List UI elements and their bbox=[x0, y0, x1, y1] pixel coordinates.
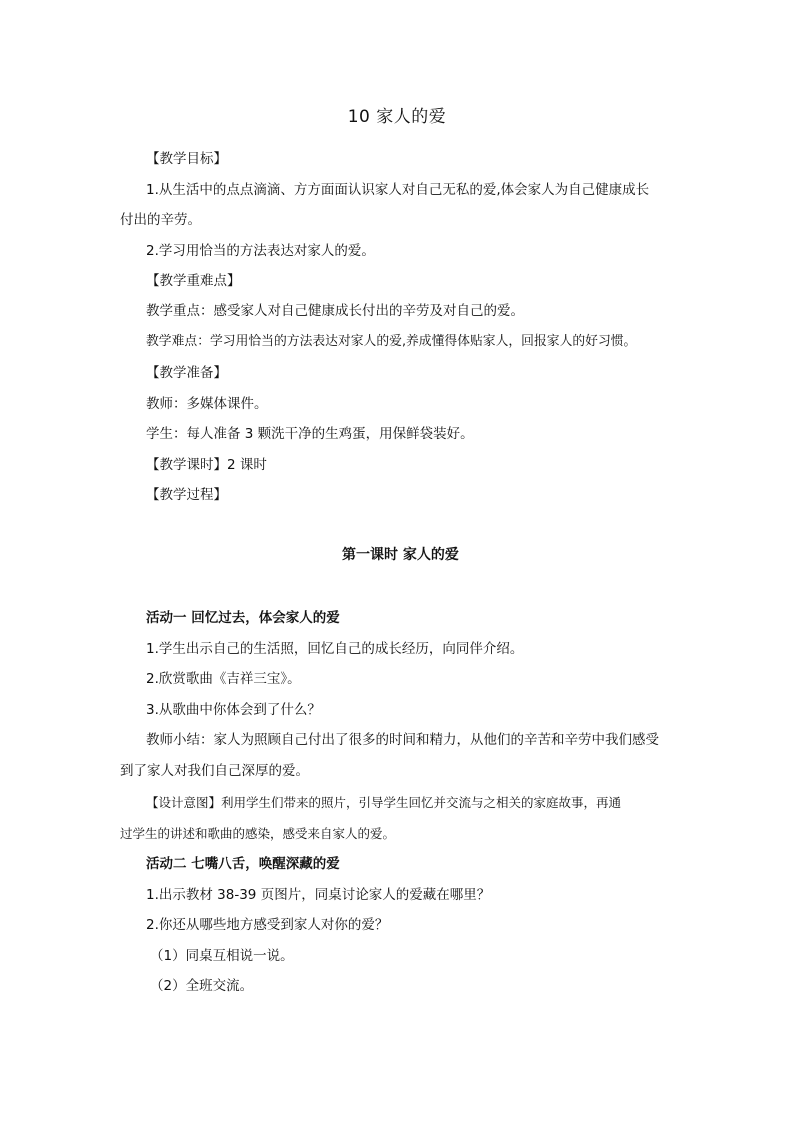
activity-2-item-2: 2.你还从哪些地方感受到家人对你的爱？ bbox=[146, 917, 389, 933]
teacher-summary-line-1: 教师小结：家人为照顾自己付出了很多的时间和精力，从他们的辛苦和辛劳中我们感受 bbox=[146, 732, 659, 748]
activity-2-subitem-1: （1）同桌互相说一说。 bbox=[150, 948, 294, 964]
objective-1-line-1: 1.从生活中的点点滴滴、方方面面认识家人对自己无私的爱,体会家人为自己健康成长 bbox=[146, 182, 650, 198]
activity-2-item-1: 1.出示教材 38-39 页图片，同桌讨论家人的爱藏在哪里？ bbox=[146, 887, 491, 903]
objective-1-line-2: 付出的辛劳。 bbox=[120, 212, 201, 228]
student-preparation: 学生：每人准备 3 颗洗干净的生鸡蛋，用保鲜袋装好。 bbox=[146, 426, 474, 442]
process-heading: 【教学过程】 bbox=[146, 487, 227, 503]
objective-2: 2.学习用恰当的方法表达对家人的爱。 bbox=[146, 243, 375, 259]
teacher-summary-line-2: 到了家人对我们自己深厚的爱。 bbox=[120, 763, 309, 779]
key-point: 教学重点：感受家人对自己健康成长付出的辛劳及对自己的爱。 bbox=[146, 303, 524, 319]
lesson-title: 第一课时 家人的爱 bbox=[342, 547, 459, 563]
activity-1-item-3: 3.从歌曲中你体会到了什么？ bbox=[146, 702, 321, 718]
teacher-preparation: 教师：多媒体课件。 bbox=[146, 396, 268, 412]
key-points-heading: 【教学重难点】 bbox=[146, 273, 241, 289]
preparation-heading: 【教学准备】 bbox=[146, 365, 227, 381]
activity-2-heading: 活动二 七嘴八舌，唤醒深藏的爱 bbox=[146, 856, 340, 872]
class-periods: 【教学课时】2 课时 bbox=[146, 457, 267, 473]
activity-1-heading: 活动一 回忆过去，体会家人的爱 bbox=[146, 610, 340, 626]
design-intent-line-1: 【设计意图】利用学生们带来的照片，引导学生回忆并交流与之相关的家庭故事，再通 bbox=[146, 795, 622, 810]
design-intent-line-2: 过学生的讲述和歌曲的感染，感受来自家人的爱。 bbox=[120, 826, 396, 841]
difficult-point: 教学难点：学习用恰当的方法表达对家人的爱,养成懂得体贴家人，回报家人的好习惯。 bbox=[146, 334, 637, 349]
activity-1-item-1: 1.学生出示自己的生活照，回忆自己的成长经历，向同伴介绍。 bbox=[146, 641, 524, 657]
objectives-heading: 【教学目标】 bbox=[146, 151, 227, 167]
activity-1-item-2: 2.欣赏歌曲《吉祥三宝》。 bbox=[146, 671, 301, 687]
document-title: 10 家人的爱 bbox=[347, 107, 447, 127]
activity-2-subitem-2: （2）全班交流。 bbox=[150, 978, 254, 994]
